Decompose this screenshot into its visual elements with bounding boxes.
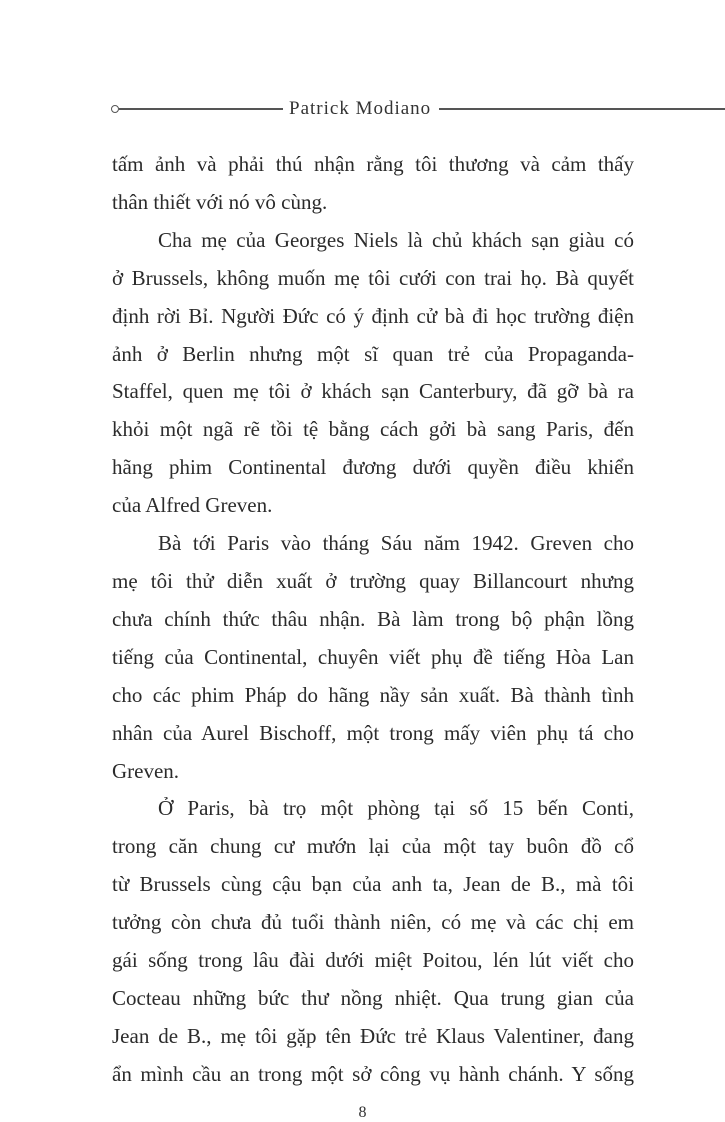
body-text (112, 146, 634, 1094)
text-line: ẩn mình cầu an trong một sở công vụ hành chánh. Y sống (112, 1061, 634, 1086)
text-line: khỏi một ngã rẽ tồi tệ bằng cách gởi bà sang Paris, đến (112, 417, 634, 442)
text-line: tiếng của Continental, chuyên viết phụ đề tiếng Hòa Lan (112, 644, 634, 669)
text-line: từ Brussels cùng cậu bạn của anh ta, Jean de B., mà tôi (112, 872, 634, 897)
text-line: Bà tới Paris vào tháng Sáu năm 1942. Greven cho (158, 531, 634, 556)
text-line: hãng phim Continental đương dưới quyền điều khiển (112, 455, 634, 480)
text-line: Cocteau những bức thư nồng nhiệt. Qua trung gian của (112, 985, 634, 1010)
text-line: nhân của Aurel Bischoff, một trong mấy viên phụ tá cho (112, 720, 634, 745)
text-line: định rời Bỉ. Người Đức có ý định cử bà đi học trường điện (112, 303, 634, 328)
page-number: 8 (358, 1104, 367, 1121)
text-line: gái sống trong lâu đài dưới miệt Poitou, lén lút viết cho (112, 948, 634, 973)
header-rule-right (439, 108, 725, 109)
text-line: tấm ảnh và phải thú nhận rằng tôi thương và cảm thấy (112, 152, 634, 176)
text-line: Staffel, quen mẹ tôi ở khách sạn Canterbury, đã gỡ bà ra (112, 379, 634, 404)
header-ornament-circle (111, 105, 119, 113)
text-line: ở Brussels, không muốn mẹ tôi cưới con trai họ. Bà quyết (112, 265, 634, 290)
text-line: trong căn chung cư mướn lại của một tay buôn đồ cổ (112, 834, 634, 859)
text-line: Greven. (112, 758, 180, 783)
text-line: chưa chính thức thâu nhận. Bà làm trong bộ phận lồng (112, 606, 634, 631)
text-line: cho các phim Pháp do hãng nầy sản xuất. Bà thành tình (112, 682, 634, 707)
text-line: Cha mẹ của Georges Niels là chủ khách sạn giàu có (158, 227, 634, 252)
text-line: của Alfred Greven. (112, 493, 273, 518)
header-rule-left (119, 108, 283, 109)
running-header (111, 96, 725, 122)
text-line: Jean de B., mẹ tôi gặp tên Đức trẻ Klaus Valentiner, đang (112, 1023, 634, 1048)
text-line: ảnh ở Berlin nhưng một sĩ quan trẻ của Propaganda- (112, 341, 634, 366)
text-line: Ở Paris, bà trọ một phòng tại số 15 bến Conti, (158, 796, 634, 821)
text-line: mẹ tôi thử diễn xuất ở trường quay Billancourt nhưng (112, 568, 634, 593)
text-line: tưởng còn chưa đủ tuổi thành niên, có mẹ và các chị em (112, 910, 634, 935)
header-author-name: Patrick Modiano (289, 98, 432, 119)
text-line: thân thiết với nó vô cùng. (112, 189, 328, 214)
